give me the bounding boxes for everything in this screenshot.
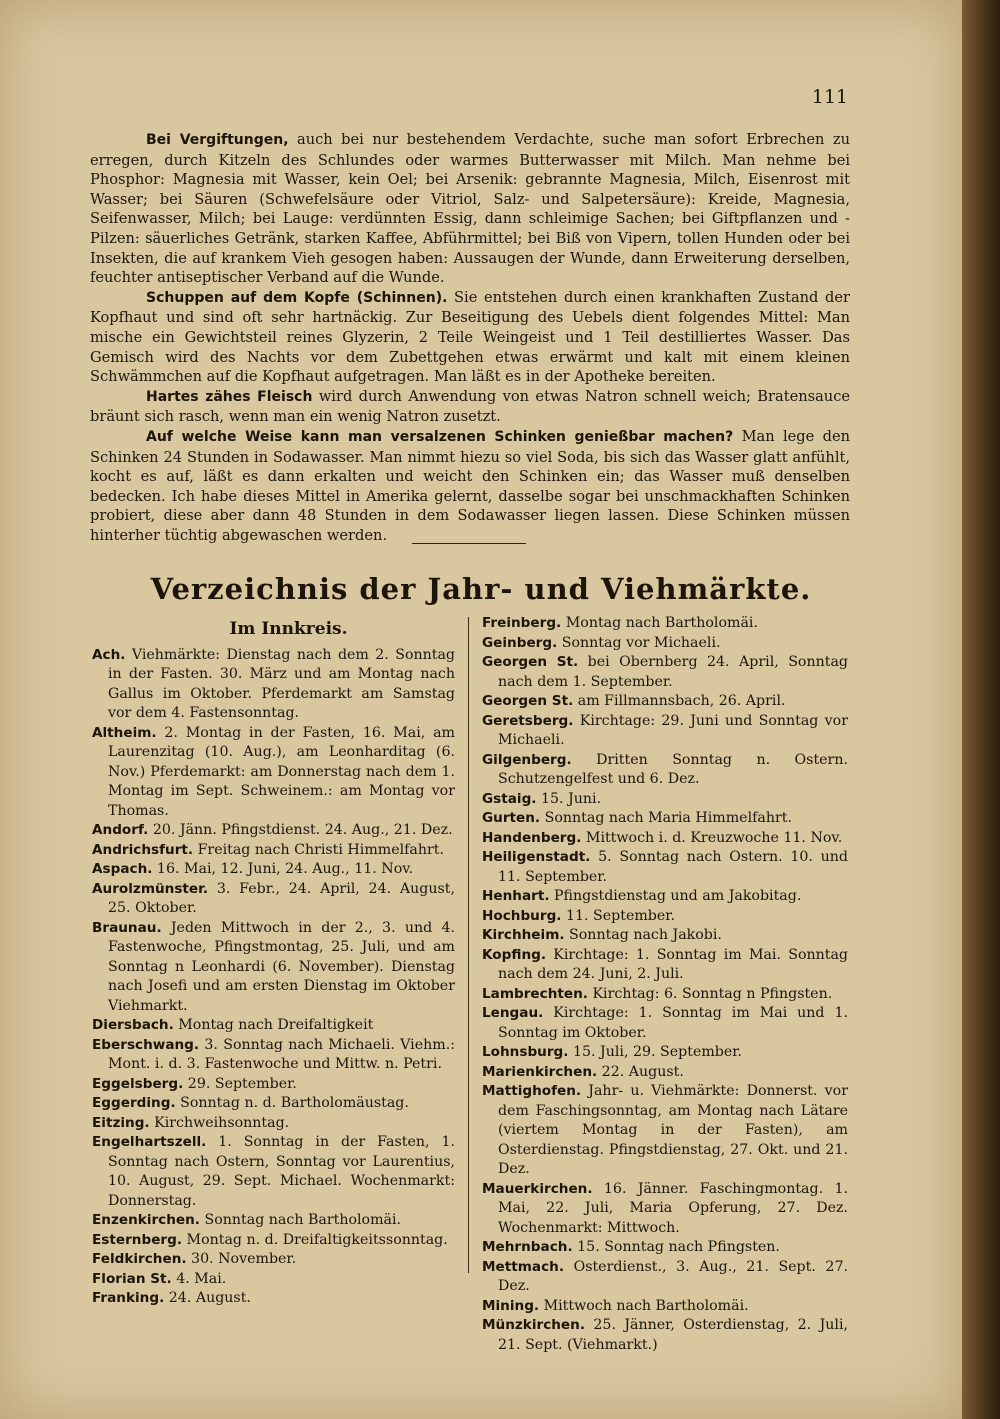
market-entry <box>482 1297 848 1317</box>
market-place-name: Ach. <box>92 646 126 663</box>
market-place-name: Geinberg. <box>482 634 558 651</box>
market-dates: 15. Juli, 29. September. <box>568 1044 743 1060</box>
market-place-name: Georgen St. <box>482 654 579 670</box>
market-dates: Montag nach Dreifaltigkeit <box>173 1017 374 1033</box>
section-divider <box>412 543 526 544</box>
market-dates: 5. Sonntag nach Ostern. 10. und 11. September. <box>498 849 848 885</box>
market-place-name: Münzkirchen. <box>482 1317 585 1333</box>
market-dates: Kirchtage: 29. Juni und Sonntag vor Michaeli. <box>498 712 848 748</box>
paragraph-text: Man lege den Schinken 24 Stunden in Sodawasser. Man nimmt hiezu so viel Soda, bis sich das Wasser glatt anfühlt, kocht es auf, läßt es dann erkalten und weicht den Schinken ein; das Wasser muß denselben bedecken. Ich habe dieses Mittel in Amerika gelernt, dasselbe sogar bei unschmackhaften Schinken probiert, diese aber dann 48 Stunden in dem Sodawasser liegen lassen. Diese Schinken müssen hinterher tüchtig abgewaschen werden. <box>90 427 850 544</box>
market-place-name: Kirchheim. <box>482 927 565 943</box>
market-entry <box>92 646 455 724</box>
market-dates: 3. Sonntag nach Michaeli. Viehm.: Mont. i. d. 3. Fastenwoche und Mittw. n. Petri. <box>108 1036 455 1072</box>
paragraph-heading: Hartes zähes Fleisch <box>146 388 313 405</box>
market-dates: 16. Jänner. Faschingmontag. 1. Mai, 22. Juli, Maria Opferung, 27. Dez. Wochenmarkt: Mittwoch. <box>498 1180 848 1236</box>
market-entry <box>482 1082 848 1180</box>
market-dates: 20. Jänn. Pfingstdienst. 24. Aug., 21. Dez. <box>148 822 453 838</box>
paragraph-tough-meat <box>90 387 850 427</box>
market-place-name: Lengau. <box>482 1005 544 1021</box>
market-list-left <box>92 620 455 1309</box>
market-dates: 1. Sonntag in der Fasten, 1. Sonntag nach Ostern, Sonntag vor Laurentius, 10. August, 29. Sept. Michael. Wochenmarkt: Donnerstag. <box>108 1134 455 1209</box>
paragraph-heading: Bei Vergiftungen, <box>146 132 289 148</box>
market-place-name: Mehrnbach. <box>482 1239 573 1255</box>
market-place-name: Braunau. <box>92 919 162 936</box>
market-dates: 25. Jänner, Osterdienstag, 2. Juli, 21. Sept. (Viehmarkt.) <box>498 1317 848 1353</box>
market-entry <box>92 1211 455 1231</box>
market-place-name: Gurten. <box>482 810 541 826</box>
market-dates: 15. Juni. <box>536 790 602 807</box>
market-dates: Jahr- u. Viehmärkte: Donnerst. vor dem Faschingsonntag, am Montag nach Lätare (viertem Montag in der Fasten), am Osterdienstag. Pfingstdienstag, 27. Okt. und 21. Dez. <box>498 1083 848 1177</box>
market-dates: 16. Mai, 12. Juni, 24. Aug., 11. Nov. <box>152 861 414 877</box>
market-dates: 15. Sonntag nach Pfingsten. <box>572 1239 780 1255</box>
market-dates: Sonntag nach Bartholomäi. <box>199 1212 402 1228</box>
market-entry <box>482 653 848 692</box>
market-entry <box>482 848 848 887</box>
market-dates: 30. November. <box>186 1251 297 1267</box>
market-entry <box>482 712 848 751</box>
market-dates: Montag nach Bartholomäi. <box>561 615 758 631</box>
market-entry <box>482 946 848 985</box>
market-place-name: Feldkirchen. <box>92 1251 187 1267</box>
market-place-name: Eggelsberg. <box>92 1075 184 1092</box>
market-entry <box>482 692 848 712</box>
market-place-name: Freinberg. <box>482 615 562 631</box>
intro-section <box>90 130 850 545</box>
market-dates: Kirchtage: 1. Sonntag im Mai. Sonntag nach dem 24. Juni, 2. Juli. <box>498 946 848 982</box>
market-dates: am Fillmannsbach, 26. April. <box>573 693 786 709</box>
market-dates: Kirchtage: 1. Sonntag im Mai und 1. Sonntag im Oktober. <box>498 1005 848 1041</box>
market-entry <box>482 809 848 829</box>
section-title: Verzeichnis der Jahr- und Viehmärkte. <box>150 572 812 606</box>
market-entry <box>92 821 455 841</box>
market-dates: bei Obernberg 24. April, Sonntag nach dem 1. September. <box>498 654 848 690</box>
market-dates: 29. September. <box>183 1075 297 1092</box>
paragraph-text: Sie entstehen durch einen krankhaften Zustand der Kopfhaut und sind oft sehr hartnäckig. Zur Beseitigung des Uebels dient folgendes Mittel: Man mische ein Gewichtsteil reines Glyzerin, 2 Teile Weingeist und 1 Teil destilliertes Wasser. Das Gemisch wird des Nachts vor dem Zubettgehen etwas erwärmt und kalt mit einem kleinen Schwämmchen auf die Kopfhaut aufgetragen. Man läßt es in der Apotheke bereiten. <box>90 288 850 386</box>
market-entry <box>92 1114 455 1134</box>
market-dates: 4. Mai. <box>171 1270 227 1287</box>
region-heading: Im Innkreis. <box>229 619 348 639</box>
market-place-name: Handenberg. <box>482 829 582 846</box>
market-entry <box>482 1043 848 1063</box>
market-dates: 3. Febr., 24. April, 24. August, 25. Oktober. <box>108 880 455 916</box>
market-dates: Mittwoch nach Bartholomäi. <box>539 1297 749 1314</box>
market-dates: Pfingstdienstag und am Jakobitag. <box>549 888 802 904</box>
market-place-name: Gstaig. <box>482 790 537 807</box>
market-place-name: Florian St. <box>92 1270 172 1287</box>
market-dates: 22. August. <box>597 1063 684 1080</box>
market-entry <box>482 790 848 810</box>
column-divider <box>468 617 469 1273</box>
market-entry <box>482 926 848 946</box>
page-number: 111 <box>811 86 848 108</box>
market-place-name: Mining. <box>482 1297 540 1314</box>
market-place-name: Eberschwang. <box>92 1036 200 1053</box>
market-dates: Viehmärkte: Dienstag nach dem 2. Sonntag in der Fasten. 30. März und am Montag nach Gallus im Oktober. Pferdemarkt am Samstag vor dem 4. Fastensonntag. <box>108 646 455 721</box>
market-place-name: Lambrechten. <box>482 985 588 1002</box>
market-place-name: Gilgenberg. <box>482 751 572 768</box>
market-entry <box>92 1270 455 1290</box>
market-entry <box>92 1075 455 1095</box>
market-dates: Montag n. d. Dreifaltigkeitssonntag. <box>182 1231 448 1248</box>
market-place-name: Mettmach. <box>482 1258 564 1275</box>
market-entry <box>92 1016 455 1036</box>
market-entry <box>482 1238 848 1258</box>
market-entry <box>92 1133 455 1211</box>
market-dates: Kirchweihsonntag. <box>149 1114 290 1131</box>
market-entry <box>92 724 455 822</box>
market-entry <box>482 985 848 1005</box>
market-entry <box>482 1180 848 1239</box>
market-place-name: Altheim. <box>92 724 157 741</box>
market-place-name: Franking. <box>92 1290 165 1306</box>
market-dates: 24. August. <box>164 1290 251 1306</box>
market-entry <box>482 751 848 790</box>
paragraph-salted-ham <box>90 427 850 546</box>
market-place-name: Eitzing. <box>92 1114 150 1131</box>
market-dates: Sonntag n. d. Bartholomäustag. <box>175 1095 409 1111</box>
paragraph-heading: Schuppen auf dem Kopfe (Schinnen). <box>146 289 448 306</box>
market-dates: Sonntag vor Michaeli. <box>557 634 721 651</box>
market-dates: 2. Montag in der Fasten, 16. Mai, am Laurenzitag (10. Aug.), am Leonharditag (6. Nov.) Pferdemarkt: am Donnerstag nach dem 1. Montag im Sept. Schweinem.: am Montag vor Thomas. <box>108 724 455 819</box>
market-place-name: Andrichsfurt. <box>92 841 194 858</box>
market-place-name: Aspach. <box>92 861 153 877</box>
paragraph-text: auch bei nur bestehendem Verdachte, suche man sofort Erbrechen zu erregen, durch Kitzeln des Schlundes oder warmes Butterwasser mit Milch. Man nehme bei Phosphor: Magnesia mit Wasser, kein Oel; bei Arsenik: gebrannte Magnesia, Milch, Eisenrost mit Wasser; bei Säuren (Schwefelsäure oder Vitriol, Salz- und Salpetersäure): Kreide, Magnesia, Seifenwasser, Milch; bei Lauge: verdünnten Essig, dann schleimige Sachen; bei Giftpflanzen und -Pilzen: säuerliches Getränk, starken Kaffee, Abführmittel; bei Biß von Vipern, tollen Hunden oder bei Insekten, die auf krankem Vieh gesogen haben: Aussaugen der Wunde, dann Erweiterung derselben, feuchter antiseptischer Verband auf die Wunde. <box>90 131 850 287</box>
market-entry <box>92 1289 455 1309</box>
market-place-name: Geretsberg. <box>482 712 574 729</box>
market-entry <box>92 919 455 1017</box>
market-entry <box>482 1004 848 1043</box>
market-dates: Osterdienst., 3. Aug., 21. Sept. 27. Dez. <box>498 1258 848 1294</box>
market-place-name: Mauerkirchen. <box>482 1180 593 1197</box>
paragraph-poisoning <box>90 130 850 288</box>
market-entry <box>482 614 848 634</box>
market-place-name: Kopfing. <box>482 946 547 963</box>
market-list-right <box>482 614 848 1355</box>
paragraph-heading: Auf welche Weise kann man versalzenen Schinken genießbar machen? <box>146 428 734 445</box>
market-place-name: Eggerding. <box>92 1095 176 1111</box>
market-dates: Sonntag nach Jakobi. <box>564 927 722 943</box>
market-place-name: Enzenkirchen. <box>92 1212 200 1228</box>
market-dates: Mittwoch i. d. Kreuzwoche 11. Nov. <box>581 829 843 846</box>
market-place-name: Marienkirchen. <box>482 1063 598 1080</box>
market-place-name: Heiligenstadt. <box>482 849 591 865</box>
market-place-name: Hochburg. <box>482 907 562 924</box>
paragraph-text: wird durch Anwendung von etwas Natron schnell weich; Bratensauce bräunt sich rasch, wenn man ein wenig Natron zusetzt. <box>90 387 851 426</box>
market-place-name: Lohnsburg. <box>482 1044 569 1060</box>
market-place-name: Mattighofen. <box>482 1083 582 1099</box>
market-dates: Freitag nach Christi Himmelfahrt. <box>193 841 445 858</box>
market-entry <box>482 1258 848 1297</box>
book-spine-edge <box>962 0 1000 1419</box>
market-entry <box>482 634 848 654</box>
market-entry <box>92 1036 455 1075</box>
market-place-name: Henhart. <box>482 888 550 904</box>
market-entry <box>482 907 848 927</box>
market-entry <box>482 887 848 907</box>
market-entry <box>92 1094 455 1114</box>
market-dates: 11. September. <box>561 907 676 924</box>
market-place-name: Engelhartszell. <box>92 1134 207 1150</box>
market-entry <box>92 1250 455 1270</box>
market-place-name: Georgen St. <box>482 693 574 709</box>
market-entry <box>92 880 455 919</box>
market-place-name: Diersbach. <box>92 1017 174 1033</box>
market-entry <box>482 829 848 849</box>
market-place-name: Andorf. <box>92 822 149 838</box>
market-place-name: Aurolzmünster. <box>92 880 209 897</box>
market-entry <box>92 860 455 880</box>
market-dates: Kirchtag: 6. Sonntag n Pfingsten. <box>587 985 833 1002</box>
market-dates: Jeden Mittwoch in der 2., 3. und 4. Fastenwoche, Pfingstmontag, 25. Juli, und am Sonntag n Leonhardi (6. November). Dienstag nach Josefi und am ersten Dienstag im Oktober Viehmarkt. <box>108 919 455 1014</box>
market-dates: Dritten Sonntag n. Ostern. Schutzengelfest und 6. Dez. <box>498 751 848 787</box>
paragraph-dandruff <box>90 288 850 387</box>
market-dates: Sonntag nach Maria Himmelfahrt. <box>540 810 792 826</box>
market-entry <box>92 1231 455 1251</box>
market-place-name: Esternberg. <box>92 1231 183 1248</box>
market-entry <box>482 1063 848 1083</box>
market-entry <box>92 841 455 861</box>
market-entry <box>482 1316 848 1355</box>
